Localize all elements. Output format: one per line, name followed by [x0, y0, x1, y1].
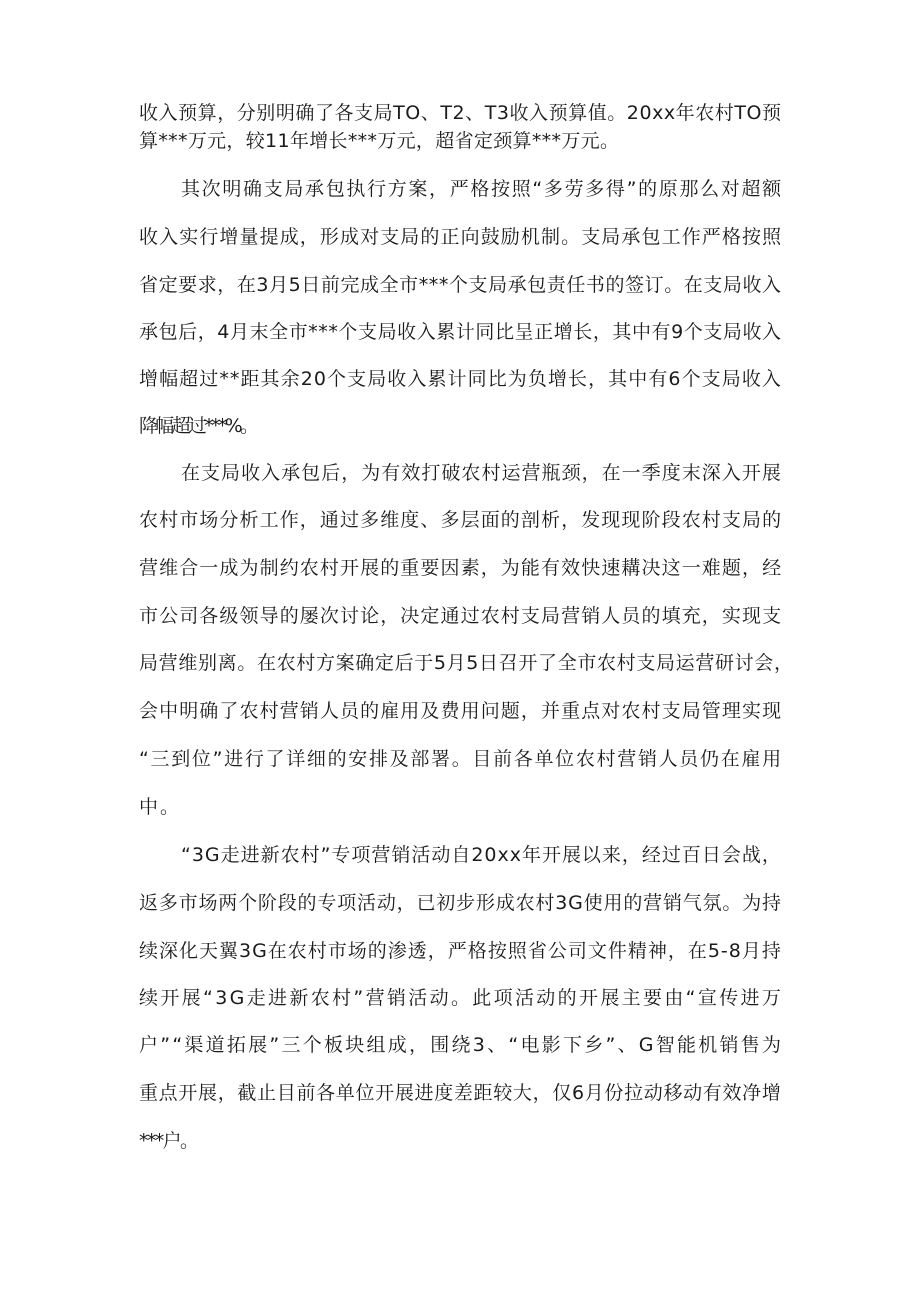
paragraph-2-line-2: 收入实行增量提成，形成对支局的正向鼓励机制。支局承包工作严格按照 — [139, 226, 783, 248]
paragraph-4-line-3: 续深化天翼3G在农村市场的渗透，严格按照省公司文件精神，在5-8月持 — [139, 940, 782, 962]
paragraph-1-line-1: 收入预算，分别明确了各支局TO、T2、T3收入预算值。20xx年农村TO预 — [139, 102, 782, 124]
paragraph-3-line-3: 营维合一成为制约农村开展的重要因素，为能有效快速耩决这一难题，经 — [139, 557, 783, 579]
paragraph-1-line-2: 算***万元，较11年增长***万元，超省定颈算***万元。 — [139, 130, 620, 152]
paragraph-2-line-6: 降幅超过***%。 — [139, 415, 257, 437]
paragraph-3-line-1: 在支局收入承包后，为有效打破农村运营瓶颈，在一季度末深入开展 — [181, 462, 782, 484]
paragraph-4-line-5: 户”“渠道拓展”三个板块组成，围绕3、“电影下乡”、G智能机销售为 — [139, 1034, 784, 1056]
paragraph-3-line-8: 中。 — [139, 796, 181, 818]
paragraph-3-line-6: 会中明确了农村营销人员的雇用及费用问题，并重点对农村支局管理实现 — [139, 700, 783, 722]
paragraph-2-line-4: 承包后，4月末全市***个支局收入累计同比呈正增长，其中有9个支局收入 — [139, 321, 782, 343]
paragraph-2-line-5: 增幅超过**距其余20个支局收入累计同比为负增长，其中有6个支局收入 — [139, 368, 782, 390]
paragraph-2-line-3: 省定要求，在3月5日前完成全市***个支局承包责任书的签订。在支局收入 — [139, 274, 782, 296]
paragraph-4-line-1: “3G走进新农村”专项营销活动自20xx年开展以来，经过百日会战， — [181, 844, 782, 866]
paragraph-3-line-2: 农村市场分析工作，通过多维度、多层面的剖析，发现现阶段农村支局的 — [139, 509, 783, 531]
paragraph-4-line-4: 续开展“3G走进新农村”营销活动。此项活动的开展主要由“宣传进万 — [139, 987, 784, 1009]
paragraph-3-line-5: 局营维别离。在农村方案确定后于5月5日召开了全市农村支局运营研讨会， — [139, 652, 794, 674]
paragraph-2-line-1: 其次明确支局承包执行方案，严格按照“多劳多得”的原那么对超额 — [181, 178, 783, 200]
paragraph-4-line-7: ***户。 — [139, 1130, 198, 1152]
paragraph-3-line-4: 市公司各级领导的屡次讨论，决定通过农村支局营销人员的填充，实现支 — [139, 605, 783, 627]
paragraph-4-line-2: 返多市场两个阶段的专项活动，已初步形成农村3G使用的营销气氛。为持 — [139, 892, 782, 914]
paragraph-4-line-6: 重点开展，截止目前各单位开展进度差距较大，仅6月份拉动移动有效净增 — [139, 1082, 782, 1104]
paragraph-3-line-7: “三到位”进行了详细的安排及部署。目前各单位农村营销人员仍在雇用 — [139, 748, 783, 770]
